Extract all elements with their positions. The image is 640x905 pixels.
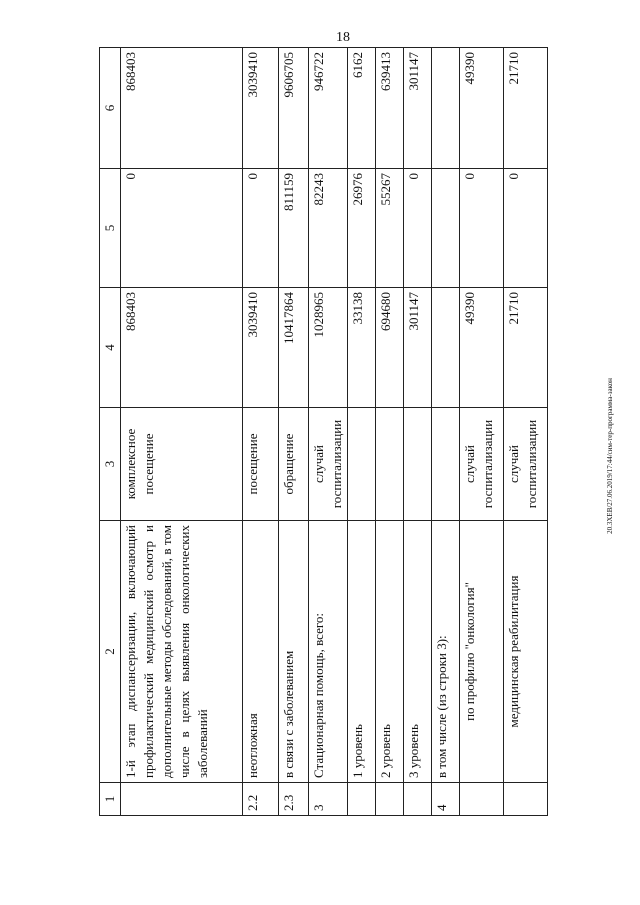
row-value-col5: 811159 bbox=[279, 169, 309, 288]
table-row bbox=[376, 48, 404, 816]
row-unit bbox=[348, 408, 376, 521]
row-value-col4: 694680 bbox=[376, 288, 404, 408]
plan-table bbox=[99, 47, 548, 816]
row-number bbox=[504, 783, 548, 816]
row-unit: случай госпитализации bbox=[309, 408, 348, 521]
row-unit bbox=[404, 408, 432, 521]
header-cell: 3 bbox=[100, 408, 121, 521]
row-name: медицинская реабилитация bbox=[504, 521, 548, 783]
row-value-col6: 639413 bbox=[376, 48, 404, 169]
row-value-col5: 82243 bbox=[309, 169, 348, 288]
row-unit: обращение bbox=[279, 408, 309, 521]
row-unit: случай госпитализации bbox=[460, 408, 504, 521]
table-row bbox=[348, 48, 376, 816]
header-cell: 4 bbox=[100, 288, 121, 408]
row-value-col4: 10417864 bbox=[279, 288, 309, 408]
row-value-col5: 0 bbox=[121, 169, 243, 288]
rotated-table-wrapper bbox=[99, 48, 575, 816]
row-value-col6: 49390 bbox=[460, 48, 504, 169]
header-cell: 2 bbox=[100, 521, 121, 783]
header-row bbox=[100, 48, 121, 816]
row-name: 3 уровень bbox=[404, 521, 432, 783]
row-value-col5: 0 bbox=[504, 169, 548, 288]
row-unit bbox=[432, 408, 460, 521]
table-row bbox=[404, 48, 432, 816]
row-value-col6 bbox=[432, 48, 460, 169]
header-cell: 6 bbox=[100, 48, 121, 169]
table-row bbox=[432, 48, 460, 816]
row-name: в связи с заболеванием bbox=[279, 521, 309, 783]
row-name: 1 уровень bbox=[348, 521, 376, 783]
row-value-col6: 9606705 bbox=[279, 48, 309, 169]
row-value-col4: 49390 bbox=[460, 288, 504, 408]
row-value-col4: 3039410 bbox=[243, 288, 279, 408]
row-number: 2.2 bbox=[243, 783, 279, 816]
table-row bbox=[121, 48, 243, 816]
row-unit: комплексное посещение bbox=[121, 408, 243, 521]
table-row bbox=[279, 48, 309, 816]
table-row bbox=[309, 48, 348, 816]
row-unit: случай госпитализации bbox=[504, 408, 548, 521]
row-value-col5: 0 bbox=[460, 169, 504, 288]
row-value-col4: 21710 bbox=[504, 288, 548, 408]
row-number bbox=[348, 783, 376, 816]
table-row bbox=[460, 48, 504, 816]
header-cell: 5 bbox=[100, 169, 121, 288]
row-number bbox=[404, 783, 432, 816]
row-number bbox=[376, 783, 404, 816]
row-value-col6: 3039410 bbox=[243, 48, 279, 169]
row-name: неотложная bbox=[243, 521, 279, 783]
row-unit bbox=[376, 408, 404, 521]
side-stamp: 20.3XEB/27.06.2019/17:44/сим-тер-программа-закон bbox=[606, 378, 614, 534]
row-value-col5: 0 bbox=[243, 169, 279, 288]
row-value-col4: 33138 bbox=[348, 288, 376, 408]
row-value-col5 bbox=[432, 169, 460, 288]
row-name: 1-й этап диспансеризации, включающий профилактический медицинский осмотр и дополнительные методы обследований, в том числе в целях выявления онкологических заболеваний bbox=[121, 521, 243, 783]
row-number bbox=[460, 783, 504, 816]
table-row bbox=[504, 48, 548, 816]
row-value-col6: 21710 bbox=[504, 48, 548, 169]
row-value-col4 bbox=[432, 288, 460, 408]
table-row bbox=[243, 48, 279, 816]
row-name: в том числе (из строки 3): bbox=[432, 521, 460, 783]
row-value-col5: 26976 bbox=[348, 169, 376, 288]
row-value-col6: 301147 bbox=[404, 48, 432, 169]
row-name: по профилю "онкология" bbox=[460, 521, 504, 783]
page-number: 18 bbox=[336, 30, 350, 45]
row-value-col4: 868403 bbox=[121, 288, 243, 408]
row-name: 2 уровень bbox=[376, 521, 404, 783]
row-number: 4 bbox=[432, 783, 460, 816]
row-number bbox=[121, 783, 243, 816]
header-cell: 1 bbox=[100, 783, 121, 816]
row-value-col6: 868403 bbox=[121, 48, 243, 169]
row-value-col5: 0 bbox=[404, 169, 432, 288]
row-name: Стационарная помощь, всего: bbox=[309, 521, 348, 783]
row-value-col5: 55267 bbox=[376, 169, 404, 288]
row-unit: посещение bbox=[243, 408, 279, 521]
row-value-col4: 301147 bbox=[404, 288, 432, 408]
row-number: 2.3 bbox=[279, 783, 309, 816]
row-value-col6: 946722 bbox=[309, 48, 348, 169]
row-value-col6: 6162 bbox=[348, 48, 376, 169]
row-value-col4: 1028965 bbox=[309, 288, 348, 408]
row-number: 3 bbox=[309, 783, 348, 816]
